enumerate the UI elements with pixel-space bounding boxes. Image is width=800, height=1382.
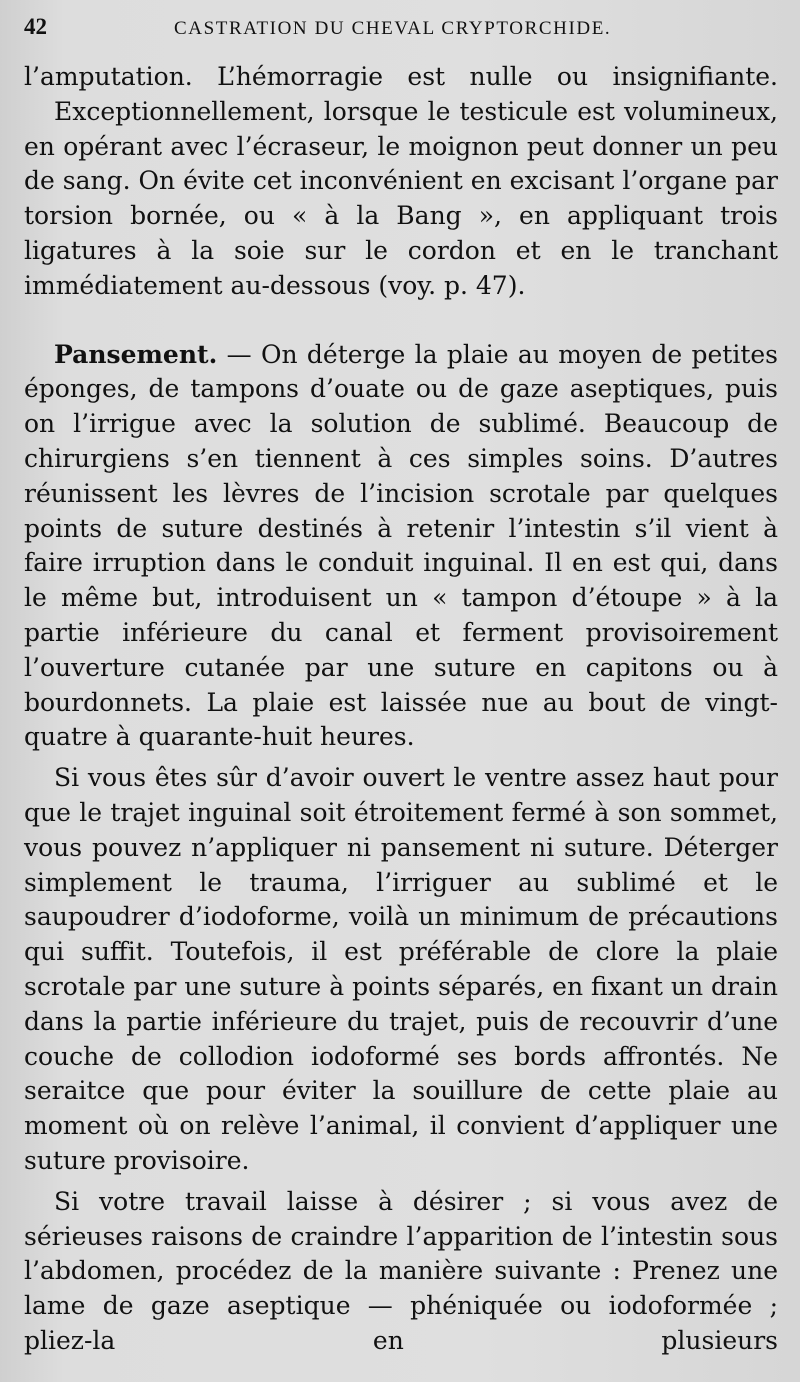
paragraph-si-votre-travail: Si votre travail laisse à désirer ; si vous avez de sérieuses raisons de craindre l’apparition de l’intestin sous l’abdomen, procédez de la manière suivante : Prenez une lame de gaze aseptique — phéniquée ou iodoformée ; pliez-la en plusieurs (24, 1186, 778, 1355)
page-header (24, 14, 778, 60)
paragraph-amputation: l’amputation. L’hémorragie est nulle ou insignifiante. (24, 62, 778, 91)
running-title: CASTRATION DU CHEVAL CRYPTORCHIDE. (174, 18, 612, 39)
paragraph-exceptionnellement: Exceptionnellement, lorsque le testicule est volumineux, en opérant avec l’écraseur, le moignon peut donner un peu de sang. On évite cet inconvénient en excisant l’organe par torsion bornée, ou « à la Bang », en appliquant trois ligatures à la soie sur le cordon et en le tranchant immédiatement au-dessous (voy. p. 47). (24, 96, 778, 300)
paragraph-pansement (24, 338, 778, 756)
section-heading-pansement: Pansement. (54, 339, 218, 369)
paragraph-si-vous-etes-sur: Si vous êtes sûr d’avoir ouvert le ventre assez haut pour que le trajet inguinal soit étroitement fermé à son sommet, vous pouvez n’appliquer ni pansement ni suture. Déterger simplement le trauma, l’irriguer au sublimé et le saupoudrer d’iodoforme, voilà un minimum de précautions qui suffit. Toutefois, il est préférable de clore la plaie scrotale par une suture à points séparés, en fixant un drain dans la partie inférieure du trajet, puis de recouvrir d’une couche de collodion iodoformé ses bords affrontés. Ne seraitce que pour éviter la souillure de cette plaie au moment où on relève l’animal, il convient d’appliquer une suture provisoire. (24, 763, 778, 1175)
page-number: 42 (24, 14, 47, 39)
paragraph-pansement-text: — On déterge la plaie au moyen de petites éponges, de tampons d’ouate ou de gaze aseptiques, puis on l’irrigue avec la solution de sublimé. Beaucoup de chirurgiens s’en tiennent à ces simples soins. D’autres réunissent les lèvres de l’incision scrotale par quelques points de suture destinés à retenir l’intestin s’il vient à faire irruption dans le conduit inguinal. Il en est qui, dans le même but, introduisent un « tampon d’étoupe » à la partie inférieure du canal et ferment provisoirement l’ouverture cutanée par une suture en capitons ou à bourdonnets. La plaie est laissée nue au bout de vingt-quatre à quarante-huit heures. (24, 339, 778, 752)
section-spacer (24, 304, 778, 338)
